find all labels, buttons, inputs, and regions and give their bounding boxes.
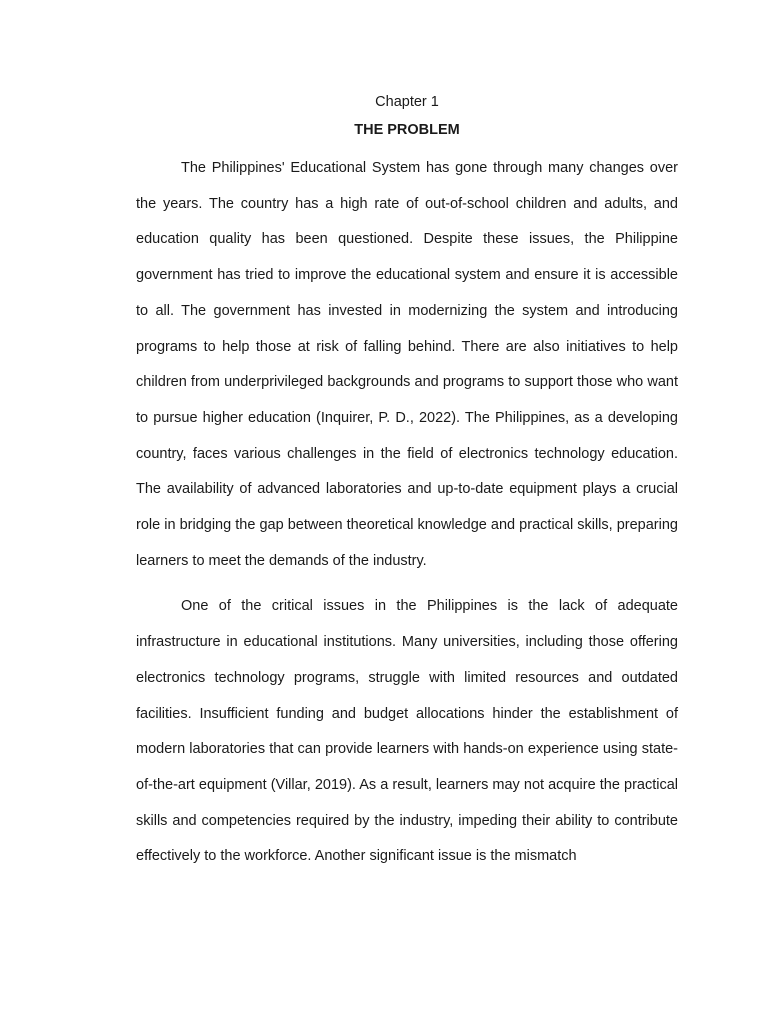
body-paragraph-1: The Philippines' Educational System has gone through many changes over the years. The country has a high rate of out-of-school children and adults, and education quality has been questioned. Despite these issues, the Philippine government has tried to improve the educational system and ensure it is accessible to all. The government has invested in modernizing the system and introducing programs to help those at risk of falling behind. There are also initiatives to help children from underprivileged backgrounds and programs to support those who want to pursue higher education (Inquirer, P. D., 2022). The Philippines, as a developing country, faces various challenges in the field of electronics technology education. The availability of advanced laboratories and up-to-date equipment plays a crucial role in bridging the gap between theoretical knowledge and practical skills, preparing learners to meet the demands of the industry. bbox=[136, 160, 678, 569]
chapter-title: THE PROBLEM bbox=[354, 122, 460, 138]
document-page bbox=[136, 89, 678, 875]
chapter-label: Chapter 1 bbox=[375, 94, 439, 110]
body-paragraph-2: One of the critical issues in the Philippines is the lack of adequate infrastructure in educational institutions. Many universities, including those offering electronics technology programs, struggle with limited resources and outdated facilities. Insufficient funding and budget allocations hinder the establishment of modern laboratories that can provide learners with hands-on experience using state-of-the-art equipment (Villar, 2019). As a result, learners may not acquire the practical skills and competencies required by the industry, impeding their ability to contribute effectively to the workforce. Another significant issue is the mismatch bbox=[136, 598, 678, 865]
